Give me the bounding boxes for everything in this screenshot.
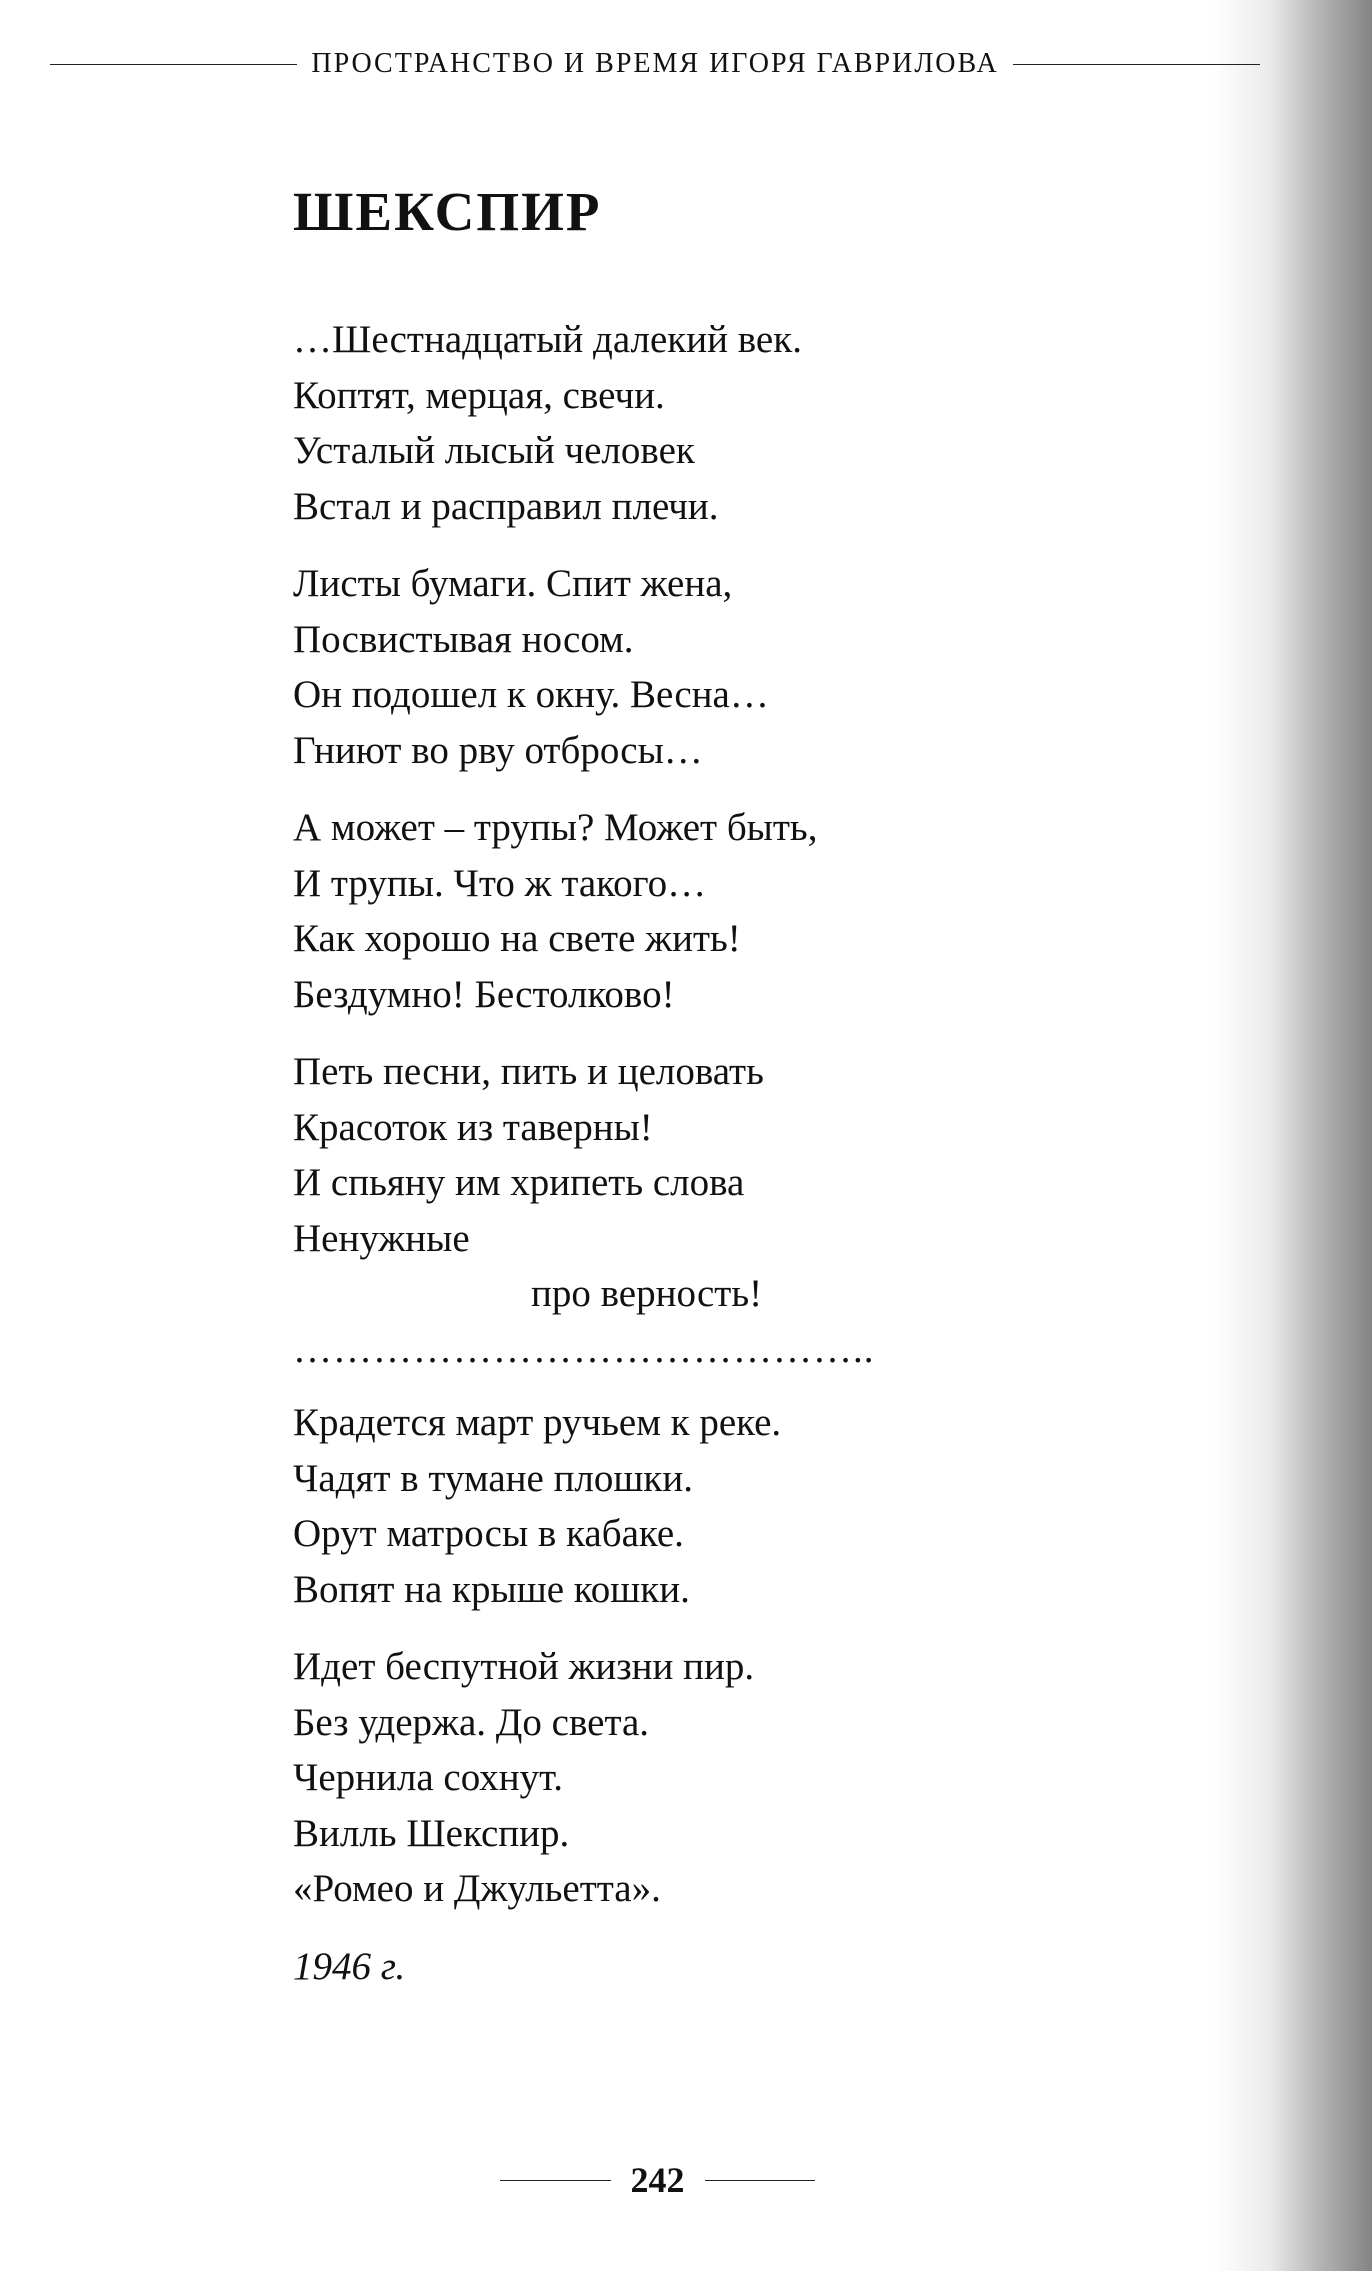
- stanza-2: [293, 556, 993, 778]
- poem-line: Идет беспутной жизни пир.: [293, 1645, 755, 1688]
- running-header: [50, 44, 1260, 84]
- poem-title: ШЕКСПИР: [293, 181, 602, 242]
- poem-line-indented: про верность!: [531, 1272, 763, 1315]
- poem-line: Петь песни, пить и целовать: [293, 1050, 764, 1093]
- poem-body: [293, 312, 993, 1994]
- stanza-3: [293, 800, 993, 1022]
- page-gutter-shadow: [1212, 0, 1372, 2271]
- footer-rule-left: [500, 2180, 611, 2181]
- poem-line: Усталый лысый человек: [293, 429, 695, 472]
- poem-line: Ненужные: [293, 1216, 470, 1260]
- poem-line: Вилль Шекспир.: [293, 1811, 570, 1855]
- stanza-4: [293, 1044, 993, 1322]
- running-title: ПРОСТРАНСТВО И ВРЕМЯ ИГОРЯ ГАВРИЛОВА: [311, 48, 999, 79]
- poem-line: Встал и расправил плечи.: [293, 484, 719, 528]
- header-rule-left: [50, 64, 297, 65]
- poem-line: И спьяну им хрипеть слова: [293, 1161, 745, 1204]
- poem-line: Листы бумаги. Спит жена,: [293, 562, 733, 605]
- poem-line: Коптят, мерцая, свечи.: [293, 373, 665, 417]
- poem-line: А может – трупы? Может быть,: [293, 806, 818, 849]
- poem-line: Крадется март ручьем к реке.: [293, 1401, 782, 1444]
- poem-line: Гниют во рву отбросы…: [293, 728, 703, 772]
- poem-line: Красоток из таверны!: [293, 1105, 653, 1149]
- footer-rule-right: [705, 2180, 816, 2181]
- poem-line: Вопят на крыше кошки.: [293, 1567, 690, 1611]
- poem-line: Орут матросы в кабаке.: [293, 1512, 684, 1555]
- header-rule-right: [1013, 64, 1260, 65]
- poem-line: Без удержа. До света.: [293, 1700, 650, 1744]
- poem-line: Он подошел к окну. Весна…: [293, 673, 769, 716]
- poem-line: Посвистывая носом.: [293, 617, 634, 661]
- poem-line: Как хорошо на свете жить!: [293, 917, 741, 960]
- poem-line: И трупы. Что ж такого…: [293, 861, 707, 905]
- section-separator: ……………………………………..: [293, 1327, 875, 1371]
- poem-line: «Ромео и Джульетта».: [293, 1867, 661, 1910]
- page-footer: [500, 2158, 815, 2202]
- poem-line: Чернила сохнут.: [293, 1756, 563, 1799]
- poem-date: 1946 г.: [293, 1944, 406, 1988]
- poem-line: Бездумно! Бестолково!: [293, 972, 675, 1016]
- stanza-1: [293, 312, 993, 534]
- stanza-6: [293, 1639, 993, 1917]
- page-number: 242: [630, 2160, 685, 2200]
- stanza-5: [293, 1395, 993, 1617]
- poem-line: Чадят в тумане плошки.: [293, 1456, 693, 1500]
- poem-line: …Шестнадцатый далекий век.: [293, 318, 802, 361]
